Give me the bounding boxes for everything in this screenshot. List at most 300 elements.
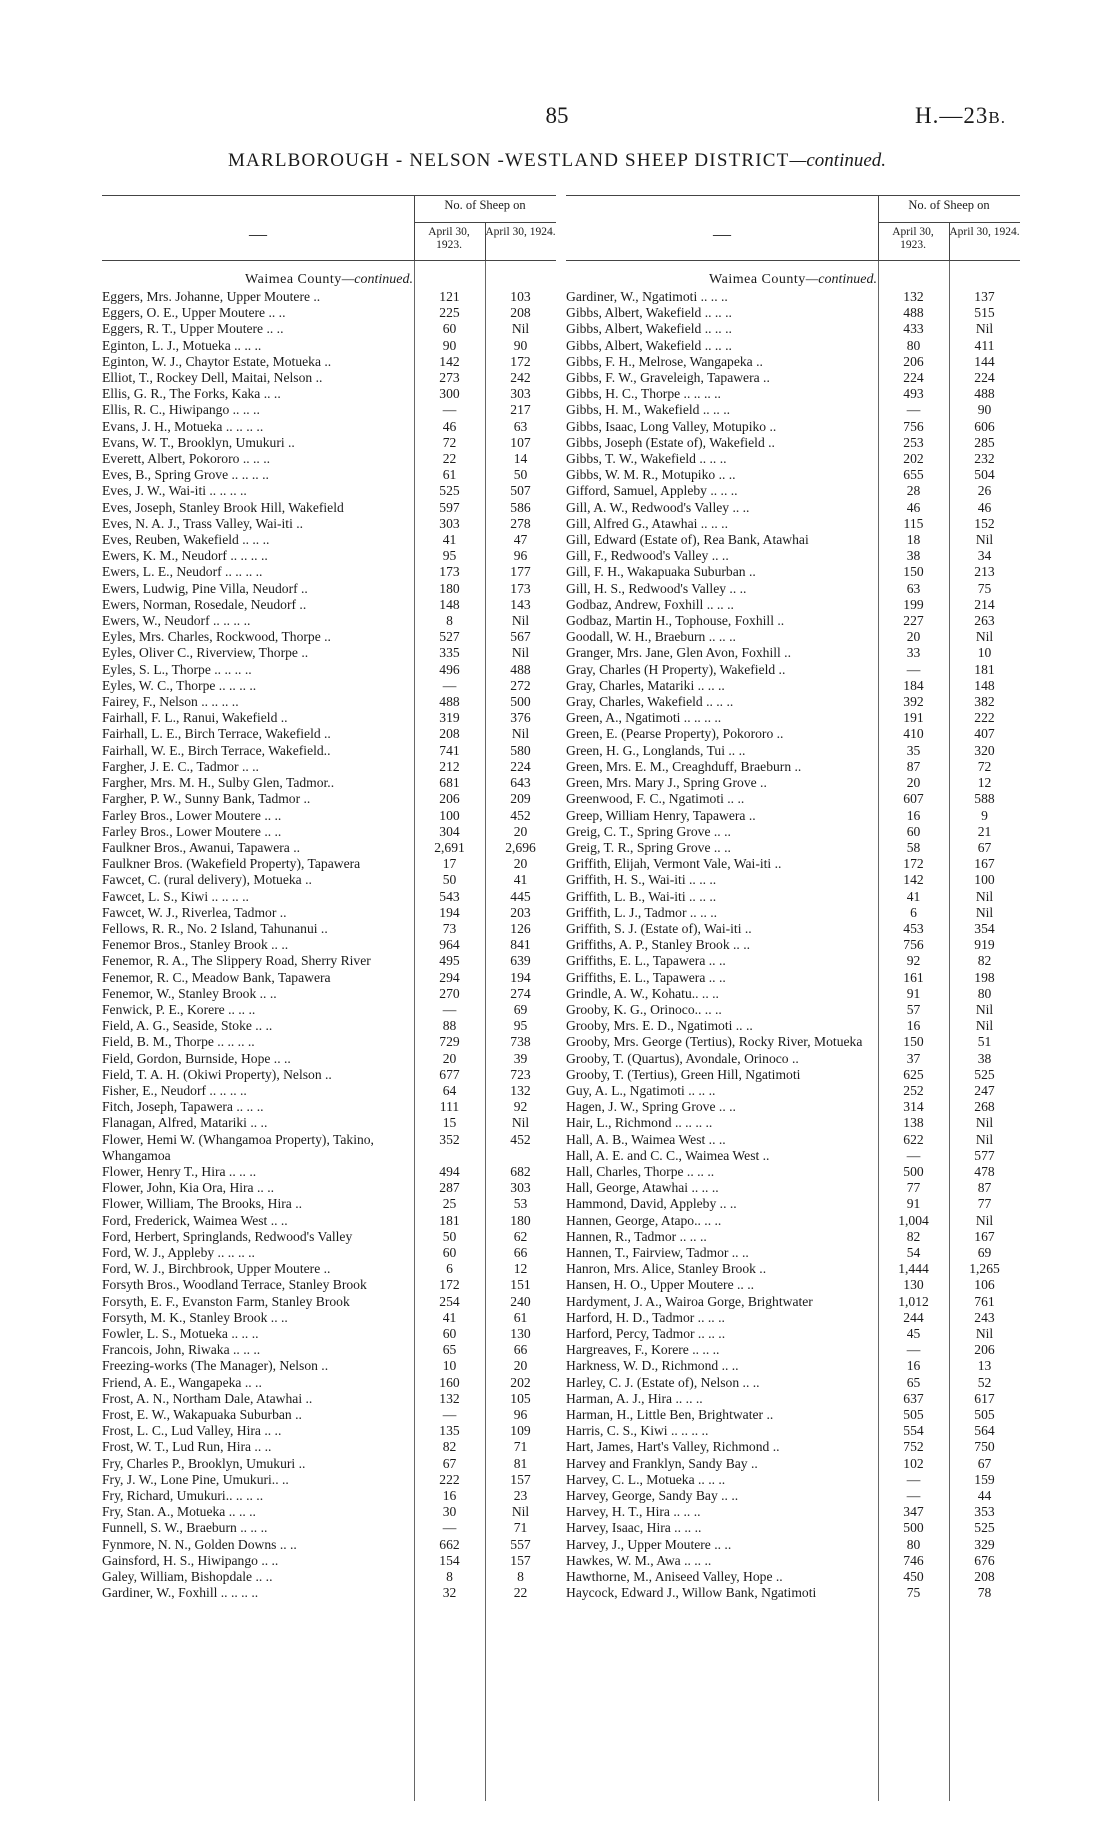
sheep-1923-cell: 335	[439, 645, 460, 661]
owner-name-cell: Francois, John, Riwaka .. .. ..	[102, 1342, 261, 1358]
owner-name-cell: Funnell, S. W., Braeburn .. .. ..	[102, 1520, 268, 1536]
owner-name-cell: Eyles, S. L., Thorpe .. .. .. ..	[102, 661, 252, 677]
sheep-1924-cell: 278	[510, 515, 531, 531]
table-row	[566, 338, 1020, 354]
table-row	[102, 451, 556, 467]
sheep-1924-cell: 202	[510, 1374, 531, 1390]
table-row	[566, 775, 1020, 791]
table-row	[102, 1099, 556, 1115]
table-row	[566, 1148, 1020, 1164]
sheep-1923-cell: 206	[439, 791, 460, 807]
sheep-1923-cell: 16	[906, 1358, 921, 1374]
table-row	[102, 1229, 556, 1245]
sheep-1924-cell: 67	[977, 839, 992, 855]
sheep-1923-cell: 410	[903, 726, 924, 742]
owner-name-cell: Fawcet, C. (rural delivery), Motueka ..	[102, 872, 312, 888]
sheep-1923-cell: 50	[442, 872, 457, 888]
owner-name-cell: Field, A. G., Seaside, Stoke .. ..	[102, 1018, 273, 1034]
owner-name-cell: Greep, William Henry, Tapawera ..	[566, 807, 756, 823]
table-row	[102, 937, 556, 953]
table-row	[102, 354, 556, 370]
sheep-1924-cell: 577	[974, 1147, 995, 1163]
table-row	[102, 1326, 556, 1342]
sheep-1923-cell: 20	[906, 775, 921, 791]
sheep-1924-cell: 268	[974, 1099, 995, 1115]
sheep-1923-cell: 22	[442, 451, 457, 467]
sheep-1923-cell: 10	[442, 1358, 457, 1374]
owner-name-cell: Flanagan, Alfred, Matariki .. ..	[102, 1115, 268, 1131]
sheep-1924-cell: 303	[510, 386, 531, 402]
sheep-1924-cell: 214	[974, 596, 995, 612]
sheep-1923-cell: 20	[442, 1050, 457, 1066]
table-row	[102, 500, 556, 516]
owner-name-cell: Everett, Albert, Pokororo .. .. ..	[102, 451, 271, 467]
sheep-1924-cell: 80	[977, 985, 992, 1001]
sheep-1923-cell: 80	[906, 1536, 921, 1552]
table-row	[566, 402, 1020, 418]
table-row	[102, 321, 556, 337]
table-row	[102, 1245, 556, 1261]
table-row	[566, 1439, 1020, 1455]
owner-name-cell: Eves, B., Spring Grove .. .. .. ..	[102, 467, 269, 483]
owner-name-cell: Field, B. M., Thorpe .. .. .. ..	[102, 1034, 255, 1050]
sheep-1924-cell: Nil	[975, 321, 994, 337]
sheep-1923-cell: 392	[903, 694, 924, 710]
sheep-1924-cell: 78	[977, 1585, 992, 1601]
owner-name-cell: Harvey, George, Sandy Bay .. ..	[566, 1488, 739, 1504]
left-section-continued: —continued.	[341, 272, 413, 287]
sheep-1924-cell: 107	[510, 434, 531, 450]
sheep-1924-cell: 761	[974, 1293, 995, 1309]
table-row	[566, 1423, 1020, 1439]
table-row	[102, 824, 556, 840]
left-header-sheep-label: No. of Sheep on	[444, 198, 526, 212]
sheep-1923-cell: 142	[439, 353, 460, 369]
owner-name-cell: Gardiner, W., Ngatimoti .. .. ..	[566, 289, 728, 304]
sheep-1923-cell: 35	[906, 742, 921, 758]
owner-name-cell: Griffith, H. S., Wai-iti .. .. ..	[566, 872, 717, 888]
owner-name-cell: Granger, Mrs. Jane, Glen Avon, Foxhill ..	[566, 645, 791, 661]
owner-name-cell: Gray, Charles, Matariki .. .. ..	[566, 677, 725, 693]
sheep-1923-cell: 625	[903, 1066, 924, 1082]
sheep-1924-cell: 20	[513, 823, 528, 839]
sheep-1924-cell: 329	[974, 1536, 995, 1552]
table-row	[566, 419, 1020, 435]
sheep-1923-cell: —	[442, 402, 457, 418]
table-row	[566, 1520, 1020, 1536]
owner-name-cell: Hall, Charles, Thorpe .. .. ..	[566, 1163, 715, 1179]
sheep-1924-cell: 411	[974, 337, 995, 353]
sheep-1923-cell: 222	[439, 1471, 460, 1487]
sheep-1924-cell: 172	[510, 353, 531, 369]
sheep-1923-cell: 554	[903, 1423, 924, 1439]
owner-name-cell: Griffiths, E. L., Tapawera .. ..	[566, 953, 726, 969]
owner-name-cell: Hannen, George, Atapo.. .. ..	[566, 1212, 722, 1228]
sheep-1923-cell: 41	[906, 888, 921, 904]
sheep-1924-cell: 320	[974, 742, 995, 758]
sheep-1923-cell: 161	[903, 969, 924, 985]
sheep-1924-cell: 77	[977, 1196, 992, 1212]
table-row	[102, 467, 556, 483]
sheep-1923-cell: 92	[906, 953, 921, 969]
owner-name-cell: Hart, James, Hart's Valley, Richmond ..	[566, 1439, 780, 1455]
sheep-1923-cell: 525	[439, 483, 460, 499]
table-row	[566, 953, 1020, 969]
table-row	[102, 386, 556, 402]
owner-name-cell: Gainsford, H. S., Hiwipango .. ..	[102, 1552, 279, 1568]
sheep-1923-cell: 60	[442, 1244, 457, 1260]
sheep-1923-cell: 38	[906, 548, 921, 564]
sheep-1924-cell: 137	[974, 289, 995, 304]
owner-name-cell: Harford, H. D., Tadmor .. .. ..	[566, 1309, 725, 1325]
sheep-1924-cell: 41	[513, 872, 528, 888]
sheep-1924-cell: 242	[510, 370, 531, 386]
sheep-1923-cell: —	[906, 1147, 921, 1163]
sheep-1924-cell: 20	[513, 1358, 528, 1374]
table-row	[566, 516, 1020, 532]
owner-name-cell: Green, A., Ngatimoti .. .. .. ..	[566, 710, 722, 726]
owner-name-cell: Ford, Frederick, Waimea West .. ..	[102, 1212, 288, 1228]
table-row	[102, 1018, 556, 1034]
sheep-1923-cell: 18	[906, 532, 921, 548]
sheep-1924-cell: 243	[974, 1309, 995, 1325]
owner-name-cell: Harley, C. J. (Estate of), Nelson .. ..	[566, 1374, 760, 1390]
sheep-1924-cell: 919	[974, 937, 995, 953]
sheep-1923-cell: 173	[439, 564, 460, 580]
table-row	[566, 548, 1020, 564]
sheep-1924-cell: 194	[510, 969, 531, 985]
sheep-1924-cell: 167	[974, 1228, 995, 1244]
table-row	[566, 678, 1020, 694]
sheep-1923-cell: 433	[903, 321, 924, 337]
right-section-name: Waimea County	[709, 272, 806, 287]
owner-name-cell: Forsyth, M. K., Stanley Brook .. ..	[102, 1309, 288, 1325]
sheep-1923-cell: 160	[439, 1374, 460, 1390]
sheep-1924-cell: 452	[510, 1131, 531, 1147]
owner-name-cell: Gibbs, Joseph (Estate of), Wakefield ..	[566, 434, 775, 450]
table-row	[566, 467, 1020, 483]
table-row	[102, 1115, 556, 1131]
owner-name-cell: Friend, A. E., Wangapeka .. ..	[102, 1374, 262, 1390]
right-header-1924: April 30, 1924.	[949, 226, 1020, 238]
owner-name-cell: Flower, Henry T., Hira .. .. ..	[102, 1163, 257, 1179]
owner-name-cell: Gibbs, Albert, Wakefield .. .. ..	[566, 305, 732, 321]
page-title-continued: —continued.	[789, 150, 887, 171]
sheep-1924-cell: 177	[510, 564, 531, 580]
sheep-1923-cell: 319	[439, 710, 460, 726]
owner-name-cell: Fry, Charles P., Brooklyn, Umukuri ..	[102, 1455, 306, 1471]
table-row	[102, 1083, 556, 1099]
sheep-1923-cell: 20	[906, 629, 921, 645]
left-rows	[102, 289, 556, 1601]
table-row	[566, 1099, 1020, 1115]
table-row	[102, 516, 556, 532]
sheep-1924-cell: 180	[510, 1212, 531, 1228]
table-row	[102, 662, 556, 678]
owner-name-cell: Griffiths, E. L., Tapawera .. ..	[566, 969, 726, 985]
owner-name-cell: Frost, E. W., Wakapuaka Suburban ..	[102, 1407, 302, 1423]
sheep-1924-cell: Nil	[975, 1115, 994, 1131]
sheep-1923-cell: 95	[442, 548, 457, 564]
sheep-1924-cell: 82	[977, 953, 992, 969]
table-row	[102, 1002, 556, 1018]
table-row	[566, 1051, 1020, 1067]
table-row	[102, 645, 556, 661]
sheep-1924-cell: 62	[513, 1228, 528, 1244]
sheep-1923-cell: 488	[903, 305, 924, 321]
sheep-1923-cell: 57	[906, 1001, 921, 1017]
sheep-1924-cell: 44	[977, 1488, 992, 1504]
table-row	[102, 889, 556, 905]
sheep-1923-cell: 488	[439, 694, 460, 710]
sheep-1924-cell: 66	[513, 1342, 528, 1358]
table-row	[102, 1569, 556, 1585]
sheep-1923-cell: 225	[439, 305, 460, 321]
table-row	[566, 759, 1020, 775]
sheep-1923-cell: 180	[439, 580, 460, 596]
table-row	[566, 613, 1020, 629]
sheep-1924-cell: 376	[510, 710, 531, 726]
table-row	[566, 889, 1020, 905]
sheep-1924-cell: 488	[510, 661, 531, 677]
table-row	[566, 1018, 1020, 1034]
sheep-1924-cell: 103	[510, 289, 531, 304]
owner-name-cell: Farley Bros., Lower Moutere .. ..	[102, 823, 282, 839]
owner-name-cell: Fellows, R. R., No. 2 Island, Tahunanui ..	[102, 920, 328, 936]
sheep-1923-cell: 46	[442, 418, 457, 434]
owner-name-cell: Gill, H. S., Redwood's Valley .. ..	[566, 580, 747, 596]
owner-name-cell: Godbaz, Martin H., Tophouse, Foxhill ..	[566, 613, 785, 629]
sheep-1923-cell: 1,004	[898, 1212, 929, 1228]
table-row	[102, 1196, 556, 1212]
sheep-1923-cell: 756	[903, 418, 924, 434]
owner-name-cell: Ford, W. J., Birchbrook, Upper Moutere ..	[102, 1261, 331, 1277]
table-row	[566, 1180, 1020, 1196]
owner-name-cell: Ewers, Ludwig, Pine Villa, Neudorf ..	[102, 580, 308, 596]
sheep-1924-cell: 90	[977, 402, 992, 418]
owner-name-cell: Flower, Hemi W. (Whangamoa Property), Takino, Whangamoa	[102, 1131, 374, 1163]
sheep-1923-cell: 6	[910, 904, 917, 920]
owner-name-cell: Gibbs, Albert, Wakefield .. .. ..	[566, 337, 732, 353]
sheep-1923-cell: 453	[903, 920, 924, 936]
sheep-1923-cell: 252	[903, 1082, 924, 1098]
sheep-1923-cell: 58	[906, 839, 921, 855]
sheep-1924-cell: 272	[510, 677, 531, 693]
sheep-1924-cell: Nil	[975, 1018, 994, 1034]
sheep-1923-cell: 304	[439, 823, 460, 839]
owner-name-cell: Gibbs, T. W., Wakefield .. .. ..	[566, 451, 727, 467]
table-row	[102, 743, 556, 759]
table-row	[566, 1164, 1020, 1180]
sheep-1923-cell: 64	[442, 1082, 457, 1098]
owner-name-cell: Grindle, A. W., Kohatu.. .. ..	[566, 985, 719, 1001]
owner-name-cell: Hannen, R., Tadmor .. .. ..	[566, 1228, 707, 1244]
owner-name-cell: Harkness, W. D., Richmond .. ..	[566, 1358, 739, 1374]
sheep-1923-cell: 208	[439, 726, 460, 742]
sheep-1924-cell: 75	[977, 580, 992, 596]
sheep-1923-cell: 493	[903, 386, 924, 402]
owner-name-cell: Hall, A. E. and C. C., Waimea West ..	[566, 1147, 770, 1163]
table-row	[102, 289, 556, 305]
sheep-1924-cell: 132	[510, 1082, 531, 1098]
table-row	[102, 1456, 556, 1472]
owner-name-cell: Gray, Charles (H Property), Wakefield ..	[566, 661, 786, 677]
owner-name-cell: Guy, A. L., Ngatimoti .. .. ..	[566, 1082, 716, 1098]
left-column	[102, 195, 556, 1601]
owner-name-cell: Evans, W. T., Brooklyn, Umukuri ..	[102, 434, 295, 450]
sheep-1924-cell: 525	[974, 1520, 995, 1536]
table-row	[102, 419, 556, 435]
sheep-1923-cell: —	[906, 402, 921, 418]
sheep-1924-cell: 34	[977, 548, 992, 564]
table-row	[102, 1391, 556, 1407]
right-header-1923: April 30, 1923.	[892, 226, 934, 251]
table-row	[102, 1504, 556, 1520]
sheep-1924-cell: 639	[510, 953, 531, 969]
table-row	[102, 1537, 556, 1553]
owner-name-cell: Gardiner, W., Foxhill .. .. .. ..	[102, 1585, 259, 1601]
sheep-1923-cell: 202	[903, 451, 924, 467]
sheep-1923-cell: 314	[903, 1099, 924, 1115]
owner-name-cell: Freezing-works (The Manager), Nelson ..	[102, 1358, 329, 1374]
sheep-1924-cell: 247	[974, 1082, 995, 1098]
page-number: 85	[545, 103, 569, 128]
owner-name-cell: Harford, Percy, Tadmor .. .. ..	[566, 1326, 726, 1341]
sheep-1924-cell: 20	[513, 856, 528, 872]
sheep-1923-cell: 181	[439, 1212, 460, 1228]
table-row	[566, 370, 1020, 386]
sheep-1923-cell: 270	[439, 985, 460, 1001]
table-row	[566, 1245, 1020, 1261]
table-row	[102, 856, 556, 872]
table-row	[566, 872, 1020, 888]
sheep-1924-cell: 209	[510, 791, 531, 807]
document-reference-main: H.—23	[915, 103, 989, 128]
sheep-1924-cell: 10	[977, 645, 992, 661]
sheep-1923-cell: 450	[903, 1569, 924, 1585]
sheep-1924-cell: 63	[513, 418, 528, 434]
table-row	[566, 986, 1020, 1002]
sheep-1923-cell: 224	[903, 370, 924, 386]
table-row	[566, 905, 1020, 921]
table-row	[102, 905, 556, 921]
table-row	[566, 629, 1020, 645]
sheep-1923-cell: 1,444	[898, 1261, 929, 1277]
table-row	[102, 808, 556, 824]
sheep-1924-cell: 507	[510, 483, 531, 499]
table-row	[566, 1358, 1020, 1374]
sheep-1924-cell: Nil	[511, 613, 530, 629]
sheep-1923-cell: 543	[439, 888, 460, 904]
table-row	[566, 1213, 1020, 1229]
right-header-blank-column: —	[713, 224, 731, 244]
sheep-1923-cell: —	[442, 1001, 457, 1017]
sheep-1924-cell: 92	[513, 1099, 528, 1115]
table-row	[566, 1569, 1020, 1585]
table-row	[102, 1277, 556, 1293]
sheep-1923-cell: 191	[903, 710, 924, 726]
table-row	[102, 305, 556, 321]
table-row	[102, 532, 556, 548]
sheep-1923-cell: 77	[906, 1180, 921, 1196]
sheep-1924-cell: 203	[510, 904, 531, 920]
owner-name-cell: Hawthorne, M., Aniseed Valley, Hope ..	[566, 1569, 783, 1585]
sheep-1924-cell: 22	[513, 1585, 528, 1601]
owner-name-cell: Fairhall, F. L., Ranui, Wakefield ..	[102, 710, 288, 726]
owner-name-cell: Harvey and Franklyn, Sandy Bay ..	[566, 1455, 758, 1471]
sheep-1923-cell: 100	[439, 807, 460, 823]
owner-name-cell: Green, Mrs. E. M., Creaghduff, Braeburn ..	[566, 758, 802, 774]
sheep-1923-cell: —	[906, 661, 921, 677]
owner-name-cell: Ford, Herbert, Springlands, Redwood's Valley	[102, 1228, 353, 1244]
table-row	[102, 791, 556, 807]
owner-name-cell: Eves, Joseph, Stanley Brook Hill, Wakefield	[102, 499, 344, 515]
sheep-1924-cell: 67	[977, 1455, 992, 1471]
sheep-1923-cell: 72	[442, 434, 457, 450]
owner-name-cell: Faulkner Bros. (Wakefield Property), Tapawera	[102, 856, 361, 872]
sheep-1924-cell: 95	[513, 1018, 528, 1034]
sheep-1923-cell: 142	[903, 872, 924, 888]
page-title-text: MARLBOROUGH - NELSON -WESTLAND SHEEP DISTRICT	[227, 150, 790, 171]
owner-name-cell: Fenemor, R. C., Meadow Bank, Tapawera	[102, 969, 331, 985]
owner-name-cell: Frost, L. C., Lud Valley, Hira .. ..	[102, 1423, 282, 1439]
owner-name-cell: Fry, J. W., Lone Pine, Umukuri.. ..	[102, 1471, 289, 1487]
sheep-1923-cell: 964	[439, 937, 460, 953]
owner-name-cell: Hair, L., Richmond .. .. .. ..	[566, 1115, 713, 1131]
table-row	[102, 597, 556, 613]
table-row	[102, 986, 556, 1002]
sheep-1924-cell: 682	[510, 1163, 531, 1179]
sheep-1923-cell: 115	[903, 515, 924, 531]
table-row	[102, 726, 556, 742]
sheep-1923-cell: 28	[906, 483, 921, 499]
owner-name-cell: Ellis, R. C., Hiwipango .. .. ..	[102, 402, 260, 418]
sheep-1924-cell: 445	[510, 888, 531, 904]
sheep-1924-cell: 588	[974, 791, 995, 807]
sheep-1923-cell: 37	[906, 1050, 921, 1066]
table-row	[102, 759, 556, 775]
sheep-1924-cell: 564	[974, 1423, 995, 1439]
owner-name-cell: Greenwood, F. C., Ngatimoti .. ..	[566, 791, 745, 807]
table-row	[566, 856, 1020, 872]
document-reference	[915, 103, 1006, 129]
table-row	[566, 1553, 1020, 1569]
sheep-1923-cell: 500	[903, 1163, 924, 1179]
sheep-1923-cell: 65	[906, 1374, 921, 1390]
sheep-1923-cell: 91	[906, 985, 921, 1001]
sheep-1923-cell: 227	[903, 613, 924, 629]
owner-name-cell: Frost, A. N., Northam Dale, Atawhai ..	[102, 1390, 313, 1406]
sheep-1924-cell: Nil	[975, 1001, 994, 1017]
sheep-1924-cell: 126	[510, 920, 531, 936]
table-row	[566, 1504, 1020, 1520]
sheep-1924-cell: 181	[974, 661, 995, 677]
owner-name-cell: Fairhall, W. E., Birch Terrace, Wakefield..	[102, 742, 331, 758]
sheep-1924-cell: 407	[974, 726, 995, 742]
table-row	[566, 564, 1020, 580]
table-row	[566, 435, 1020, 451]
owner-name-cell: Hanron, Mrs. Alice, Stanley Brook ..	[566, 1261, 767, 1277]
owner-name-cell: Fargher, P. W., Sunny Bank, Tadmor ..	[102, 791, 311, 807]
sheep-1924-cell: 71	[513, 1439, 528, 1455]
table-row	[566, 597, 1020, 613]
sheep-1924-cell: 144	[974, 353, 995, 369]
owner-name-cell: Gill, F. H., Wakapuaka Suburban ..	[566, 564, 756, 580]
sheep-1924-cell: 157	[510, 1471, 531, 1487]
table-row	[566, 1002, 1020, 1018]
sheep-1924-cell: 151	[510, 1277, 531, 1293]
sheep-1924-cell: Nil	[511, 726, 530, 742]
